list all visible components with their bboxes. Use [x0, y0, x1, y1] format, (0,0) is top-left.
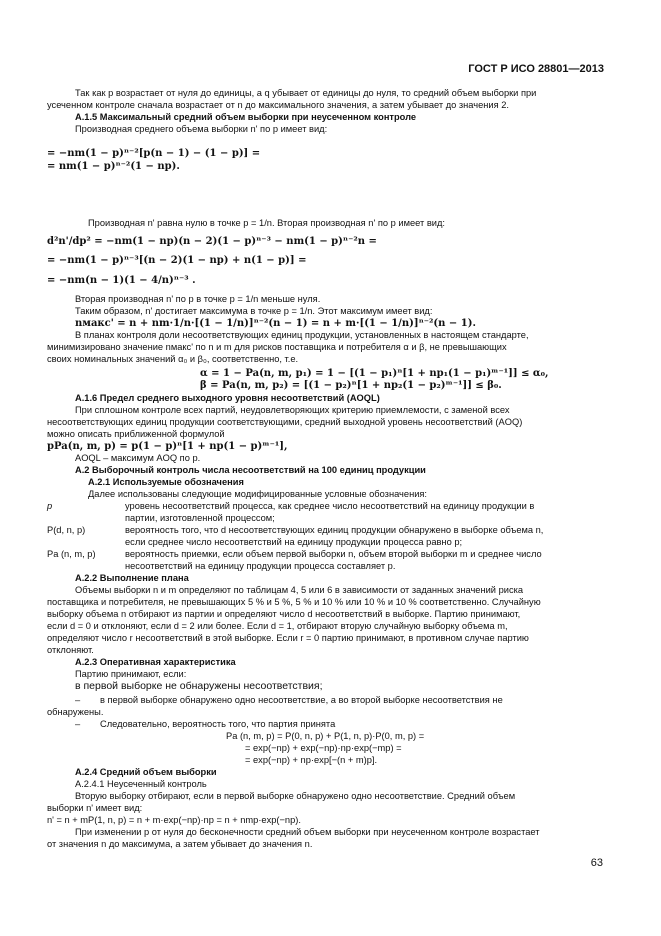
- definition-text: если среднее число несоответствий на единицу продукции процесса равно p;: [125, 537, 463, 547]
- formula: Pa (n, m, p) = P(0, n, p) + P(1, n, p)·P(0, m, p) =: [226, 731, 425, 741]
- formula: = exp(−np) + np·exp[−(n + m)p].: [245, 755, 378, 765]
- paragraph-line: можно описать приближенной формулой: [47, 429, 225, 439]
- paragraph-line: При сплошном контроле всех партий, неудовлетворяющих критерию приемлемости, с заменой всех: [75, 405, 510, 415]
- section-heading: А.1.5 Максимальный средний объем выборки при неусеченном контроле: [75, 112, 417, 122]
- section-heading: А.1.6 Предел среднего выходного уровня несоответствий (AOQL): [75, 393, 380, 403]
- paragraph-line: выборку объема n отбирают из партии и определяют число d несоответствий в выборке. Партию принимают,: [47, 609, 521, 619]
- paragraph-line: В планах контроля доли несоответствующих единиц продукции, установленных в настоящем стандарте,: [75, 330, 529, 340]
- paragraph-line: Следовательно, вероятность того, что партия принята: [100, 719, 336, 729]
- page-number: 63: [590, 857, 603, 869]
- formula: d²n'/dp² = −nm(1 − np)(n − 2)(1 − p)ⁿ⁻³ − nm(1 − p)ⁿ⁻²n =: [47, 236, 377, 247]
- section-heading: А.2 Выборочный контроль числа несоответствий на 100 единиц продукции: [75, 465, 426, 475]
- formula: nмакс' = n + nm·1/n·[(1 − 1/n)]ⁿ⁻²(n − 1) = n + m·[(1 − 1/n)]ⁿ⁻²(n − 1).: [75, 318, 476, 329]
- paragraph-line: определяют число r несоответствий в этой выборке. Если r = 0 партию принимают, в противном случае партию: [47, 633, 529, 643]
- list-item: в первой выборке обнаружено одно несоответствие, а во второй выборке несоответствия не: [100, 695, 503, 705]
- definition-term: Pa (n, m, p): [47, 549, 96, 559]
- definition-text: партии, изготовленной процессом;: [125, 513, 275, 523]
- paragraph-line: Вторая производная n' по p в точке p = 1/n меньше нуля.: [75, 294, 321, 304]
- list-item: в первой выборке не обнаружены несоответствия;: [75, 680, 323, 692]
- definition-text: вероятность приемки, если объем первой выборки n, объем второй выборки m и среднее число: [125, 549, 542, 559]
- paragraph-line: выборки n' имеет вид:: [47, 803, 143, 813]
- paragraph-line: Объемы выборки n и m определяют по таблицам 4, 5 или 6 в зависимости от заданных значений риска: [75, 585, 524, 595]
- paragraph-line: Так как p возрастает от нуля до единицы, а q убывает от единицы до нуля, то средний объем выборки при: [75, 88, 537, 98]
- paragraph-line: Таким образом, n' достигает максимума в точке p = 1/n. Этот максимум имеет вид:: [75, 306, 433, 316]
- paragraph-line: отклоняют.: [47, 645, 94, 655]
- paragraph-line: своих номинальных значений α₀ и β₀, соответственно, т.е.: [47, 354, 299, 364]
- definition-text: уровень несоответствий процесса, как среднее число несоответствий на единицу продукции в: [125, 501, 535, 511]
- definition-text: вероятность того, что d несоответствующих единиц продукции обнаружено в выборке объема n,: [125, 525, 544, 535]
- paragraph-line: Производная n' равна нулю в точке p = 1/n. Вторая производная n' по p имеет вид:: [88, 218, 445, 228]
- formula: = nm(1 − p)ⁿ⁻²(1 − np).: [47, 161, 180, 172]
- formula: pPa(n, m, p) = p(1 − p)ⁿ[1 + np(1 − p)ᵐ⁻¹],: [47, 441, 288, 452]
- paragraph-line: обнаружены.: [47, 707, 104, 717]
- paragraph-line: При изменении p от нуля до бесконечности средний объем выборки при неусеченном контроле возрастает: [75, 827, 540, 837]
- document-header: ГОСТ Р ИСО 28801—2013: [468, 63, 604, 75]
- subsection-heading: А.2.2 Выполнение плана: [75, 573, 189, 583]
- subsection-heading: А.2.4.1 Неусеченный контроль: [75, 779, 207, 789]
- paragraph-line: усеченном контроле сначала возрастает от n до максимального значения, а затем убывает до значения 2.: [47, 100, 509, 110]
- formula: = −nm(1 − p)ⁿ⁻³[(n − 2)(1 − np) + n(1 − p)] =: [47, 255, 307, 266]
- definition-term: p: [47, 501, 53, 511]
- paragraph-line: минимизировано значение nмакс' по n и m для рисков поставщика и потребителя α и β, не превышающих: [47, 342, 507, 352]
- paragraph-line: от значения n до максимума, а затем убывает до значения n.: [47, 839, 313, 849]
- subsection-heading: А.2.4 Средний объем выборки: [75, 767, 217, 777]
- formula: = −nm(n − 1)(1 − 4/n)ⁿ⁻³ .: [47, 275, 196, 286]
- paragraph-line: Производная среднего объема выборки n' по p имеет вид:: [75, 124, 328, 134]
- paragraph-line: Партию принимают, если:: [75, 669, 187, 679]
- formula: = exp(−np) + exp(−np)·np·exp(−mp) =: [245, 743, 402, 753]
- formula: β = Pa(n, m, p₂) = [(1 − p₂)ⁿ[1 + np₂(1 − p₂)ᵐ⁻¹]] ≤ β₀.: [200, 380, 502, 391]
- paragraph-line: если d = 0 и отклоняют, если d = 2 или более. Если d = 1, отбирают вторую случайную выборку объема m,: [47, 621, 508, 631]
- formula: = −nm(1 − p)ⁿ⁻²[p(n − 1) − (1 − p)] =: [47, 148, 261, 159]
- paragraph-line: AOQL – максимум AOQ по p.: [75, 453, 201, 463]
- list-dash: –: [75, 719, 81, 729]
- subsection-heading: А.2.3 Оперативная характеристика: [75, 657, 236, 667]
- definition-term: P(d, n, p): [47, 525, 86, 535]
- definition-text: несоответствий на единицу продукции процесса составляет p.: [125, 561, 396, 571]
- paragraph-line: Вторую выборку отбирают, если в первой выборке обнаружено одно несоответствие. Средний объем: [75, 791, 516, 801]
- subsection-heading: А.2.1 Используемые обозначения: [88, 477, 244, 487]
- paragraph-line: несоответствующих единиц продукции соответствующими, средний выходной уровень несоответствий (AOQ): [47, 417, 523, 427]
- paragraph-line: поставщика и потребителя, не превышающих 5 % и 5 %, 5 % и 10 % или 10 % и 10 % соответственно. Случайную: [47, 597, 541, 607]
- formula: n' = n + mP(1, n, p) = n + m·exp(−np)·np = n + nmp·exp(−np).: [47, 815, 301, 825]
- formula: α = 1 − Pa(n, m, p₁) = 1 − [(1 − p₁)ⁿ[1 + np₁(1 − p₁)ᵐ⁻¹]] ≤ α₀,: [200, 368, 549, 379]
- list-dash: –: [75, 695, 81, 705]
- paragraph-line: Далее использованы следующие модифицированные условные обозначения:: [88, 489, 428, 499]
